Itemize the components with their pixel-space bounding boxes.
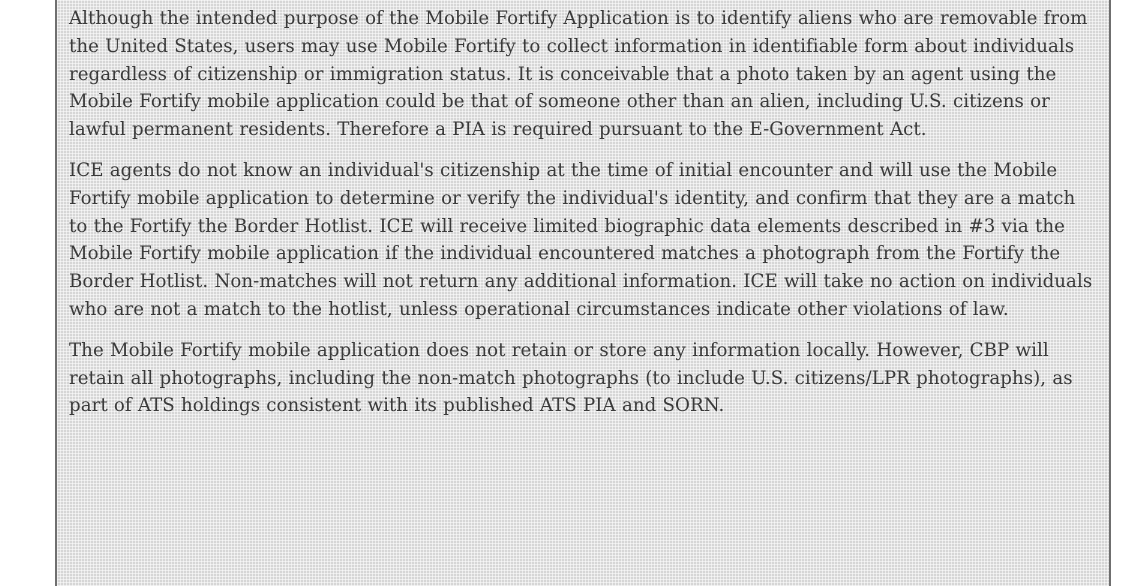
paragraph-retention: The Mobile Fortify mobile application does not retain or store any information locally. However, CBP will retain all photographs, including the non-match photographs (to include U.S. citizens/LPR photographs), as part of ATS holdings consistent with its published ATS PIA and SORN. — [69, 339, 1073, 417]
paragraph-purpose: Although the intended purpose of the Mobile Fortify Application is to identify aliens who are removable from the United States, users may use Mobile Fortify to collect information in identifiable form about individuals regardless of citizenship or immigration status. It is conceivable that a photo taken by an agent using the Mobile Fortify mobile application could be that of someone other than an alien, including U.S. citizens or lawful permanent residents. Therefore a PIA is required pursuant to the E-Government Act. — [69, 8, 1088, 141]
paragraph-ice-agents: ICE agents do not know an individual's citizenship at the time of initial encounter and will use the Mobile Fortify mobile application to determine or verify the individual's identity, and confirm that they are a match to the Fortify the Border Hotlist. ICE will receive limited biographic data elements described in #3 via the Mobile Fortify mobile application if the individual encountered matches a photograph from the Fortify the Border Hotlist. Non-matches will not return any additional information. ICE will take no action on individuals who are not a match to the hotlist, unless operational circumstances indicate other violations of law. — [69, 159, 1093, 320]
shaded-text-box — [55, 0, 1111, 586]
